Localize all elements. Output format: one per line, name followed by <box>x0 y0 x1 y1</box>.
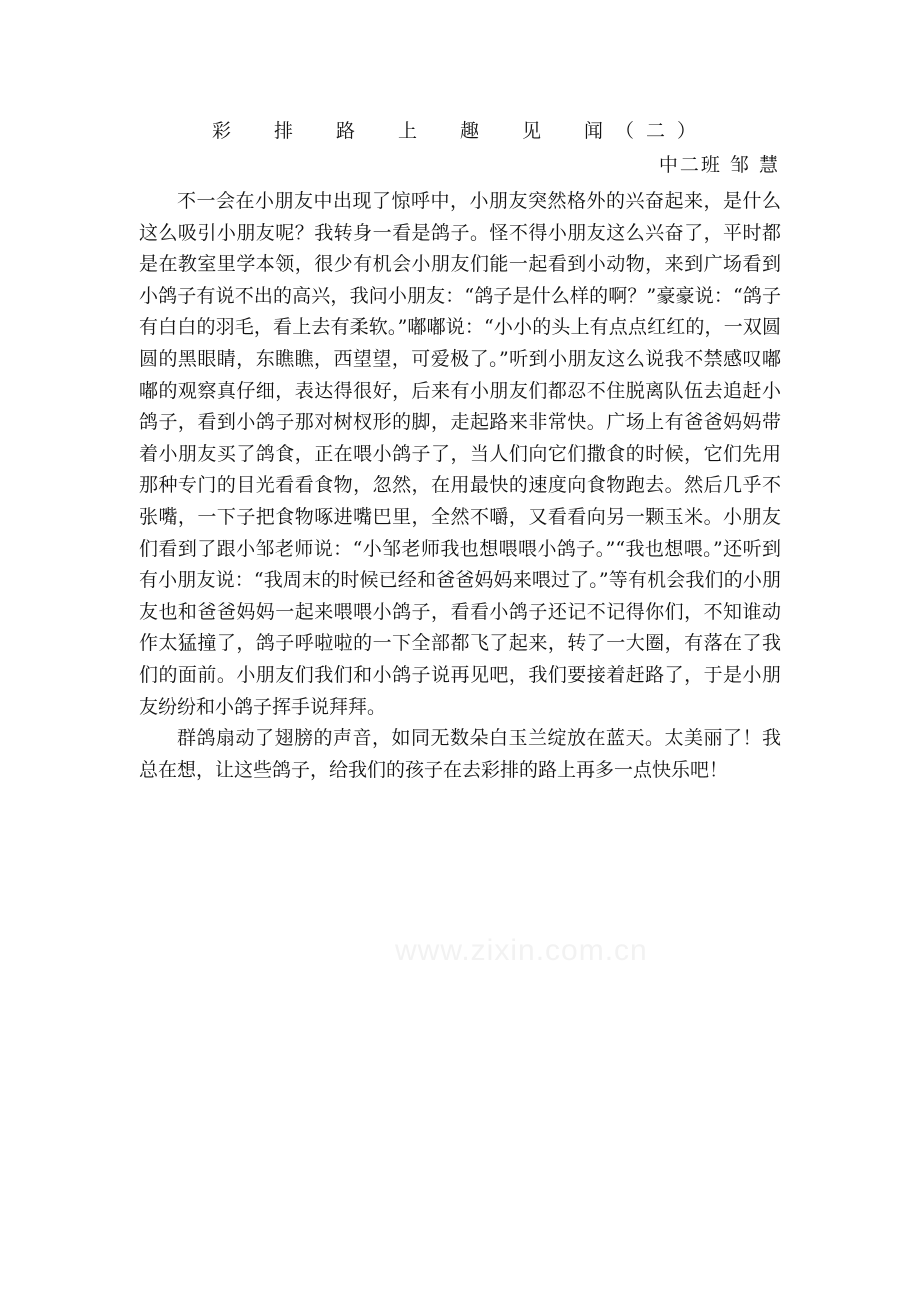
document-title: 彩 排 路 上 趣 见 闻（二） <box>211 120 708 142</box>
watermark: www.zixin.com.cn <box>395 934 648 967</box>
paragraph-2: 群鸽扇动了翅膀的声音，如同无数朵白玉兰绽放在蓝天。太美丽了！我总在想，让这些鸽子，给我们的孩子在去彩排的路上再多一点快乐吧！ <box>139 727 781 781</box>
paragraph-1: 不一会在小朋友中出现了惊呼中，小朋友突然格外的兴奋起来，是什么这么吸引小朋友呢？我转身一看是鸽子。怪不得小朋友这么兴奋了，平时都是在教室里学本领，很少有机会小朋友们能一起看到小动物，来到广场看到小鸽子有说不出的高兴，我问小朋友：“鸽子是什么样的啊？”豪豪说：“鸽子有白白的羽毛，看上去有柔软。”嘟嘟说：“小小的头上有点点红红的，一双圆圆的黑眼睛，东瞧瞧，西望望，可爱极了。”听到小朋友这么说我不禁感叹嘟嘟的观察真仔细，表达得很好，后来有小朋友们都忍不住脱离队伍去追赶小鸽子，看到小鸽子那对树杈形的脚，走起路来非常快。广场上有爸爸妈妈带着小朋友买了鸽食，正在喂小鸽子了，当人们向它们撒食的时候，它们先用那种专门的目光看看食物，忽然，在用最快的速度向食物跑去。然后几乎不张嘴，一下子把食物啄进嘴巴里，全然不嚼，又看看向另一颗玉米。小朋友们看到了跟小邹老师说：“小邹老师我也想喂喂小鸽子。”“我也想喂。”还听到有小朋友说：“我周末的时候已经和爸爸妈妈来喂过了。”等有机会我们的小朋友也和爸爸妈妈一起来喂喂小鸽子，看看小鸽子还记不记得你们，不知谁动作太猛撞了，鸽子呼啦啦的一下全部都飞了起来，转了一大圈，有落在了我们的面前。小朋友们我们和小鸽子说再见吧，我们要接着赶路了，于是小朋友纷纷和小鸽子挥手说拜拜。 <box>139 190 781 718</box>
document-body <box>139 186 781 786</box>
author-line: 中二班 邹 慧 <box>658 154 780 176</box>
